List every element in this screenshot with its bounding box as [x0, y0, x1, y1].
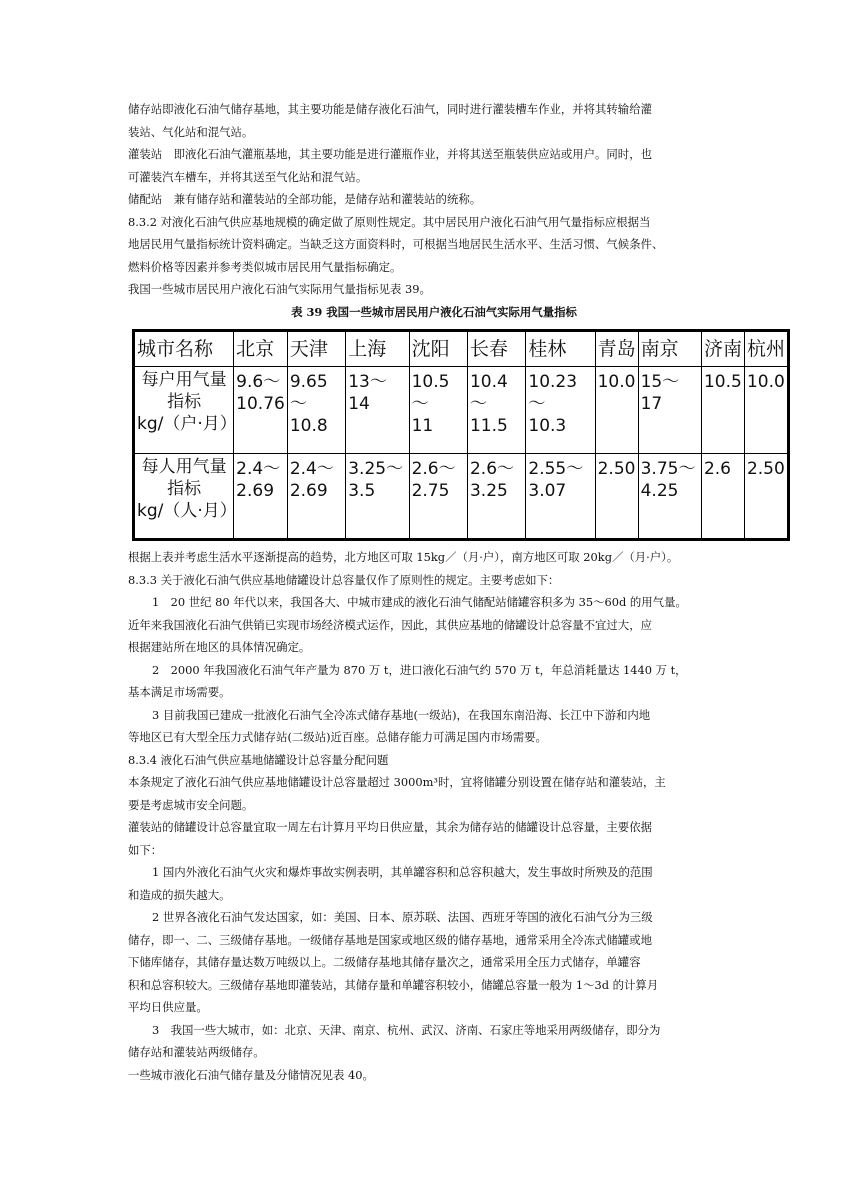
text-line: 根据上表并考虑生活水平逐渐提高的趋势，北方地区可取 15kg／（月·户），南方地区可取 20kg／（月·户）。 — [128, 550, 679, 564]
table-cell: 10.23～ 10.3 — [526, 367, 595, 454]
city-header: 上海 — [346, 331, 409, 367]
text-line: 灌装站的储罐设计总容量宜取一周左右计算月平均日供应量，其余为储存站的储罐设计总容量，主要依据 — [128, 820, 652, 834]
table-corner-header: 城市名称 — [134, 331, 234, 367]
table-cell: 2.55～ 3.07 — [526, 454, 595, 540]
text-line: 近年来我国液化石油气供销已实现市场经济模式运作，因此，其供应基地的储罐设计总容量不宜过大，应 — [128, 617, 652, 632]
text-line: 储配站 兼有储存站和灌装站的全部功能，是储存站和灌装站的统称。 — [128, 192, 482, 206]
text-line: 储存，即一、二、三级储存基地。一级储存基地是国家或地区级的储存基地，通常采用全冷冻式储罐或地 — [128, 932, 652, 947]
text-line: 8.3.2 对液化石油气供应基地规模的确定做了原则性规定。其中居民用户液化石油气用气量指标应根据当 — [128, 214, 651, 229]
document-page — [128, 98, 728, 323]
table-cell: 2.4～ 2.69 — [287, 454, 345, 540]
text-line: 2 世界各液化石油气发达国家，如：美国、日本、原苏联、法国、西班牙等国的液化石油气分为三级 — [152, 910, 653, 924]
table-caption: 表 39 我国一些城市居民用户液化石油气实际用气量指标 — [291, 304, 577, 319]
table-39 — [132, 329, 790, 541]
text-line: 本条规定了液化石油气供应基地储罐设计总容量超过 3000m³时，宜将储罐分别设置在储存站和灌装站，主 — [128, 775, 666, 789]
table-cell: 9.65～ 10.8 — [287, 367, 345, 454]
table-cell: 2.6～ 3.25 — [467, 454, 525, 540]
city-header: 天津 — [287, 331, 345, 367]
city-header: 沈阳 — [409, 331, 467, 367]
city-header: 长春 — [467, 331, 525, 367]
table-cell: 15～17 — [638, 367, 701, 454]
text-line: 可灌装汽车槽车，并将其送至气化站和混气站。 — [128, 169, 368, 184]
paragraphs-after-table — [128, 546, 728, 1086]
table-cell: 2.50 — [595, 454, 638, 540]
text-line: 3 我国一些大城市，如：北京、天津、南京、杭州、武汉、济南、石家庄等地采用两级储存，即分为 — [152, 1022, 661, 1037]
text-line: 基本满足市场需要。 — [128, 685, 231, 699]
row-header-per-household: 每户用气量 指标 kg/（户·月） — [134, 367, 234, 454]
text-line: 1 20 世纪 80 年代以来，我国各大、中城市建成的液化石油气储配站储罐容积多为 35～60d 的用气量。 — [152, 595, 687, 609]
table-cell: 2.6 — [701, 454, 744, 540]
text-line: 地居民用气量指标统计资料确定。当缺乏这方面资料时，可根据当地居民生活水平、生活习惯、气候条件、 — [128, 237, 664, 251]
text-line: 2 2000 年我国液化石油气年产量为 870 万 t，进口液化石油气约 570 万 t，年总消耗量达 1440 万 t， — [152, 662, 687, 677]
table-cell: 10.0 — [744, 367, 788, 454]
paragraphs-before-table — [128, 98, 728, 301]
table-cell: 13～14 — [346, 367, 409, 454]
table-cell: 10.0 — [595, 367, 638, 454]
city-header: 南京 — [638, 331, 701, 367]
city-header: 青岛 — [595, 331, 638, 367]
text-line: 平均日供应量。 — [128, 1000, 208, 1014]
text-line: 1 国内外液化石油气火灾和爆炸事故实例表明，其单罐容积和总容积越大，发生事故时所殃及的范围 — [152, 865, 653, 879]
text-line: 积和总容积较大。三级储存基地即灌装站，其储存量和单罐容积较小，储罐总容量一般为 1～3d 的计算月 — [128, 977, 659, 992]
table-cell: 2.6～ 2.75 — [409, 454, 467, 540]
city-header: 济南 — [701, 331, 744, 367]
text-line: 储存站和灌装站两级储存。 — [128, 1045, 265, 1059]
table-cell: 2.50 — [744, 454, 788, 540]
table-cell: 10.5 — [701, 367, 744, 454]
text-line: 等地区已有大型全压力式储存站(二级站)近百座。总储存能力可满足国内市场需要。 — [128, 730, 547, 744]
text-line: 8.3.3 关于液化石油气供应基地储罐设计总容量仅作了原则性的规定。主要考虑如下： — [128, 572, 560, 587]
city-header: 北京 — [234, 331, 288, 367]
row-header-per-person: 每人用气量 指标 kg/（人·月） — [134, 454, 234, 540]
text-line: 装站、气化站和混气站。 — [128, 124, 254, 139]
table-cell: 9.6～ 10.76 — [234, 367, 288, 454]
text-line: 如下： — [128, 842, 163, 857]
text-line: 8.3.4 液化石油气供应基地储罐设计总容量分配问题 — [128, 752, 389, 767]
text-line: 根据建站所在地区的具体情况确定。 — [128, 640, 311, 654]
table-cell: 2.4～ 2.69 — [234, 454, 288, 540]
table-row — [134, 367, 789, 454]
city-header: 桂林 — [526, 331, 595, 367]
text-line: 3 目前我国已建成一批液化石油气全冷冻式储存基地(一级站)，在我国东南沿海、长江中下游和内地 — [152, 707, 651, 722]
table-cell: 10.4～ 11.5 — [467, 367, 525, 454]
text-line: 要是考虑城市安全问题。 — [128, 797, 254, 812]
text-line: 下储库储存，其储存量达数万吨级以上。二级储存基地其储存量次之，通常采用全压力式储存，单罐容 — [128, 955, 641, 969]
text-line: 灌装站 即液化石油气灌瓶基地，其主要功能是进行灌瓶作业，并将其送至瓶装供应站或用户。同时，也 — [128, 147, 652, 161]
text-line: 和造成的损失越大。 — [128, 887, 231, 902]
text-line: 燃料价格等因素并参考类似城市居民用气量指标确定。 — [128, 259, 402, 274]
text-line: 储存站即液化石油气储存基地，其主要功能是储存液化石油气，同时进行灌装槽车作业，并将其转输给灌 — [128, 102, 652, 116]
table-header-row — [134, 331, 789, 367]
table-cell: 3.75～ 4.25 — [638, 454, 701, 540]
table-cell: 3.25～ 3.5 — [346, 454, 409, 540]
text-line: 一些城市液化石油气储存量及分储情况见表 40。 — [128, 1067, 374, 1082]
city-header: 杭州 — [744, 331, 788, 367]
table-cell: 10.5～ 11 — [409, 367, 467, 454]
table-row — [134, 454, 789, 540]
text-line: 我国一些城市居民用户液化石油气实际用气量指标见表 39。 — [128, 282, 431, 296]
